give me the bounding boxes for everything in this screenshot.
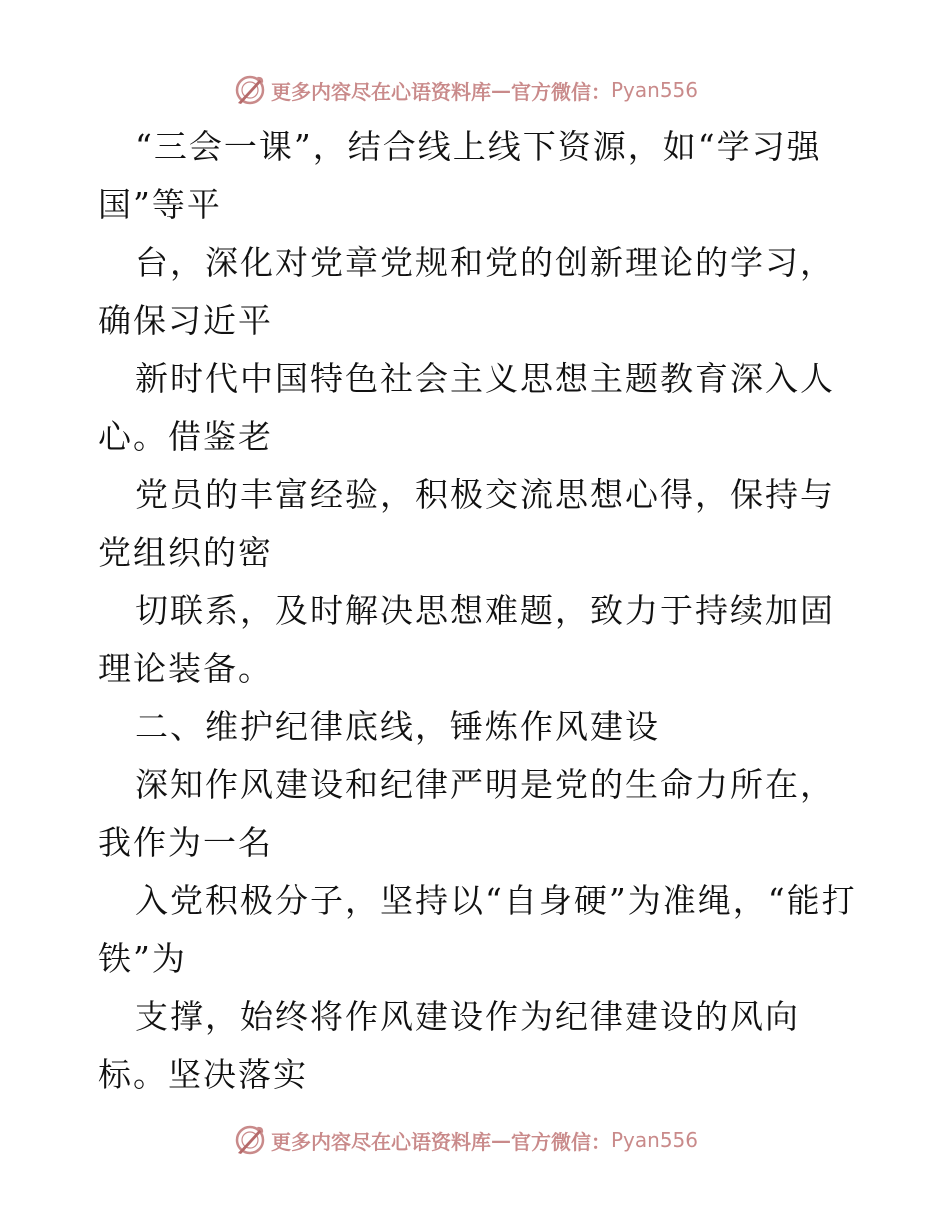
paragraph: 党员的丰富经验，积极交流思想心得，保持与党组织的密 [98,475,835,572]
quill-seal-icon [233,73,267,107]
quill-seal-icon [233,1123,267,1157]
watermark-separator: — [491,1128,511,1152]
watermark-brand: 更多内容尽在心语资料库 [271,79,491,104]
watermark-separator: — [491,78,511,102]
paragraph: “三会一课”，结合线上线下资源，如“学习强国”等平 [98,127,822,224]
watermark-header [233,70,698,110]
watermark-wechat-id: Pyan556 [611,78,699,102]
paragraph: 深知作风建设和纪律严明是党的生命力所在，我作为一名 [98,765,835,862]
watermark-wechat-id: Pyan556 [611,1128,699,1152]
paragraph: 支撑，始终将作风建设作为纪律建设的风向标。坚决落实 [98,997,800,1094]
paragraph: 切联系，及时解决思想难题，致力于持续加固理论装备。 [98,591,835,688]
paragraph: 入党积极分子，坚持以“自身硬”为准绳，“能打铁”为 [98,881,857,978]
paragraph: 台，深化对党章党规和党的创新理论的学习，确保习近平 [98,243,835,340]
paragraph: 新时代中国特色社会主义思想主题教育深入人心。借鉴老 [98,359,835,456]
document-body [98,118,858,1104]
watermark-wechat-label: 官方微信： [511,79,611,104]
section-heading: 二、维护纪律底线，锤炼作风建设 [135,707,660,746]
watermark-wechat-label: 官方微信： [511,1129,611,1154]
watermark-footer [233,1120,698,1160]
watermark-brand: 更多内容尽在心语资料库 [271,1129,491,1154]
